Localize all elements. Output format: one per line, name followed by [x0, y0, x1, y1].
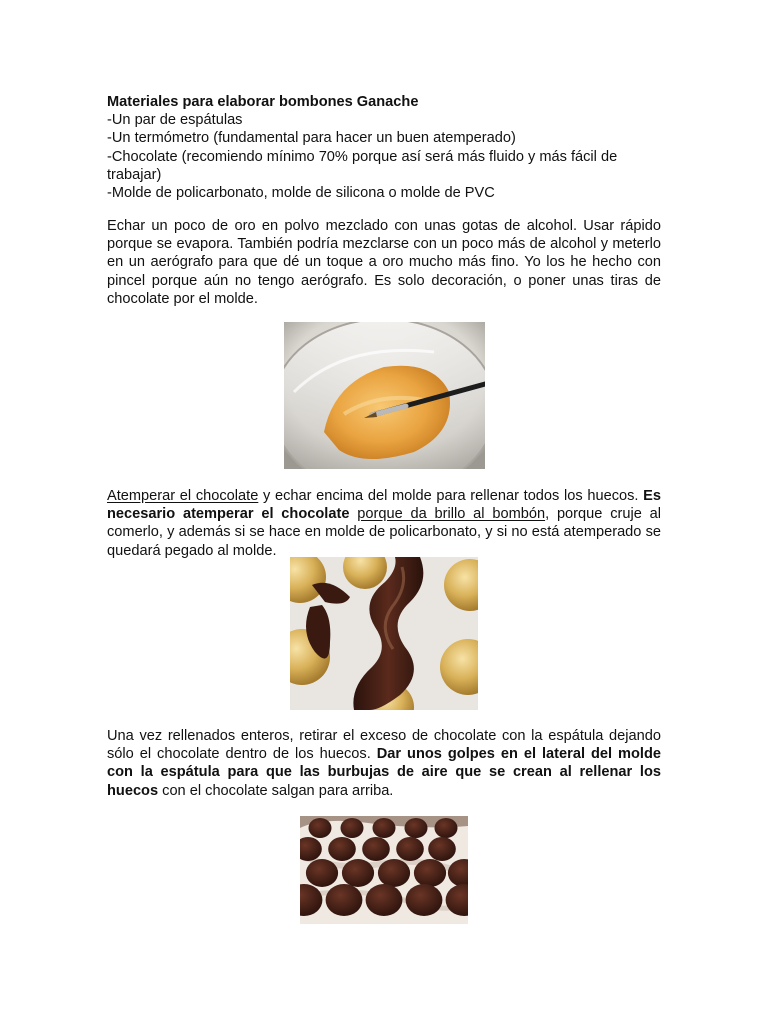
materials-item: -Chocolate (recomiendo mínimo 70% porque así será más fluido y más fácil de trabajar): [107, 148, 618, 183]
chocolate-disc: [414, 859, 446, 887]
chocolate-disc: [342, 859, 374, 887]
materials-item: -Un termómetro (fundamental para hacer un buen atemperado): [107, 130, 516, 147]
link-atemperar-chocolate[interactable]: Atemperar el chocolate: [107, 488, 259, 504]
photo-chocolate-mold: [290, 557, 478, 710]
chocolate-disc: [428, 837, 456, 861]
photo-gold-bowl: [284, 322, 485, 469]
chocolate-disc: [326, 884, 363, 916]
paragraph-tempering-bold: Es necesario atemperar el chocolate: [107, 488, 661, 523]
chocolate-disc: [366, 884, 403, 916]
paragraph-gold-powder: Echar un poco de oro en polvo mezclado con unas gotas de alcohol. Usar rápido porque se evapora. También podría mezclarse con un poco más de alcohol y meterlo en un aerógrafo para que dé un toque a oro mucho más fino. Yo los he hecho con pincel porque aún no tengo aerógrafo. Es solo decoración, o poner unas tiras de chocolate por el molde.: [107, 218, 661, 307]
chocolate-disc: [405, 818, 428, 838]
paragraph-remove-excess-bold: Dar unos golpes en el lateral del molde con la espátula para que las burbujas de aire que se crean al rellenar los huecos: [107, 746, 661, 799]
paragraph-remove-excess: [107, 727, 661, 800]
chocolate-disc: [406, 884, 443, 916]
materials-title: Materiales para elaborar bombones Ganache: [107, 94, 419, 110]
paragraph-remove-excess-text-end: con el chocolate salgan para arriba.: [158, 782, 394, 799]
chocolate-disc: [341, 818, 364, 838]
paragraph-tempering-text: y echar encima del molde para rellenar todos los huecos.: [258, 488, 644, 504]
materials-item: -Molde de policarbonato, molde de silicona o molde de PVC: [107, 185, 495, 202]
paragraph-tempering-text-end: , porque cruje al comerlo, y además si se hace en molde de policarbonato, y si no está atemperado se quedará pegado al molde.: [107, 506, 661, 559]
paragraph-remove-excess-text: Una vez rellenados enteros, retirar el exceso de chocolate con la espátula dejando sólo el chocolate dentro de los huecos.: [107, 728, 661, 763]
chocolate-disc: [378, 859, 410, 887]
link-brillo-bombon[interactable]: porque da brillo al bombón: [357, 506, 546, 523]
chocolate-disc: [306, 859, 338, 887]
chocolate-disc: [435, 818, 458, 838]
chocolate-disc: [328, 837, 356, 861]
paragraph-tempering: [107, 487, 661, 560]
chocolate-disc: [362, 837, 390, 861]
photo-filled-mold: [300, 816, 468, 924]
materials-section: [107, 93, 661, 202]
chocolate-disc: [396, 837, 424, 861]
chocolate-disc: [309, 818, 332, 838]
materials-item: -Un par de espátulas: [107, 112, 243, 129]
chocolate-disc: [373, 818, 396, 838]
